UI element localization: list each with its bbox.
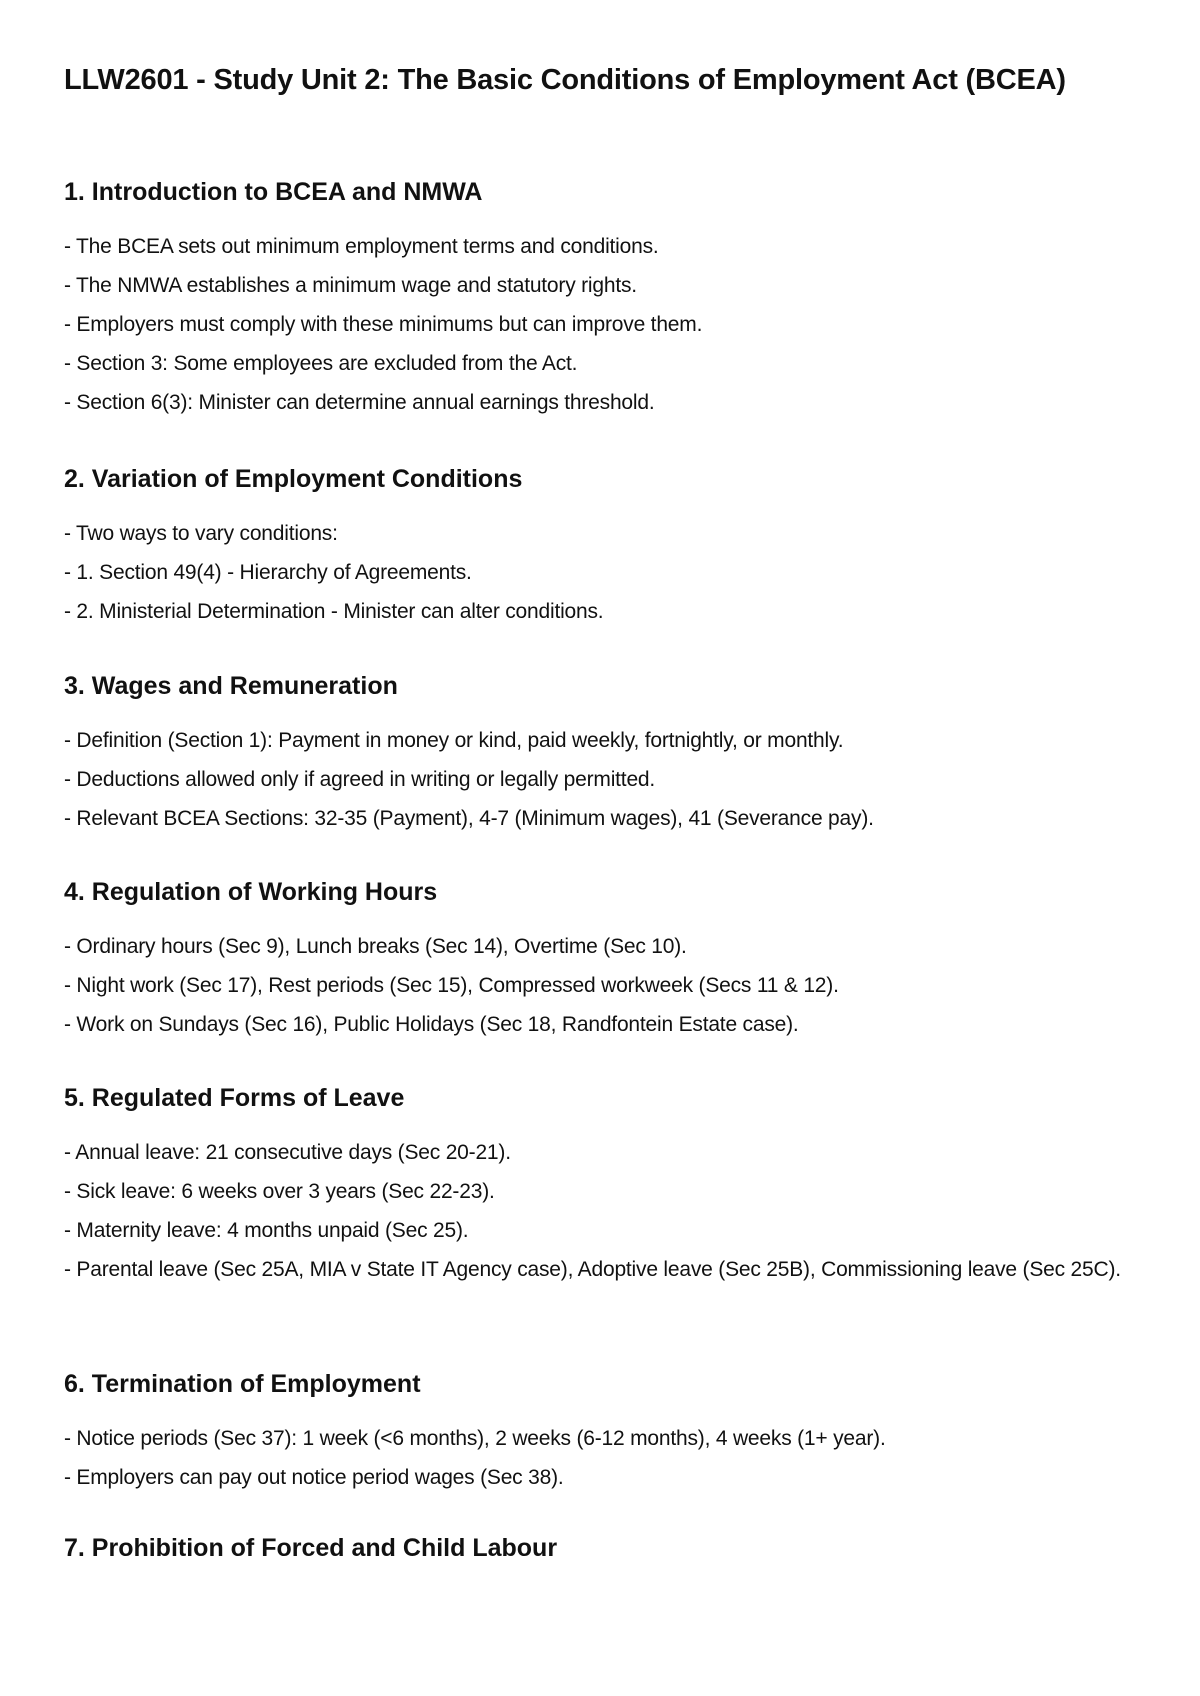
section-wages: [64, 669, 1174, 838]
section-heading: 1. Introduction to BCEA and NMWA: [64, 178, 483, 206]
bullet-line: - Deductions allowed only if agreed in writing or legally permitted.: [64, 768, 656, 791]
bullet-line: - Employers can pay out notice period wages (Sec 38).: [64, 1466, 564, 1489]
bullet-line: - Parental leave (Sec 25A, MIA v State IT Agency case), Adoptive leave (Sec 25B), Commissioning leave (Sec 25C).: [64, 1258, 1121, 1281]
bullet-line: - Employers must comply with these minimums but can improve them.: [64, 313, 703, 336]
document-title: LLW2601 - Study Unit 2: The Basic Conditions of Employment Act (BCEA): [64, 64, 1066, 96]
section-working-hours: [64, 875, 1174, 1044]
section-heading: 2. Variation of Employment Conditions: [64, 465, 523, 493]
bullet-line: - The NMWA establishes a minimum wage and statutory rights.: [64, 274, 637, 297]
bullet-line: - The BCEA sets out minimum employment terms and conditions.: [64, 235, 659, 258]
bullet-line: - Maternity leave: 4 months unpaid (Sec 25).: [64, 1219, 469, 1242]
section-forced-child-labour: [64, 1531, 1174, 1583]
section-heading: 7. Prohibition of Forced and Child Labour: [64, 1534, 558, 1562]
bullet-line: - 2. Ministerial Determination - Minister can alter conditions.: [64, 600, 604, 623]
bullet-line: - Annual leave: 21 consecutive days (Sec 20-21).: [64, 1141, 511, 1164]
section-introduction: [64, 175, 1174, 422]
bullet-line: - Definition (Section 1): Payment in money or kind, paid weekly, fortnightly, or monthly.: [64, 729, 844, 752]
bullet-line: - Section 3: Some employees are excluded from the Act.: [64, 352, 578, 375]
section-heading: 6. Termination of Employment: [64, 1370, 421, 1398]
bullet-line: - Relevant BCEA Sections: 32-35 (Payment), 4-7 (Minimum wages), 41 (Severance pay).: [64, 807, 874, 830]
section-leave: [64, 1081, 1174, 1289]
bullet-line: - Night work (Sec 17), Rest periods (Sec 15), Compressed workweek (Secs 11 & 12).: [64, 974, 839, 997]
bullet-line: - 1. Section 49(4) - Hierarchy of Agreements.: [64, 561, 472, 584]
section-heading: 4. Regulation of Working Hours: [64, 878, 438, 906]
bullet-line: - Section 6(3): Minister can determine annual earnings threshold.: [64, 391, 655, 414]
section-heading: 5. Regulated Forms of Leave: [64, 1084, 405, 1112]
bullet-line: - Two ways to vary conditions:: [64, 522, 338, 545]
section-variation: [64, 462, 1174, 631]
section-termination: [64, 1367, 1174, 1497]
bullet-line: - Ordinary hours (Sec 9), Lunch breaks (Sec 14), Overtime (Sec 10).: [64, 935, 687, 958]
section-heading: 3. Wages and Remuneration: [64, 672, 398, 700]
bullet-line: - Sick leave: 6 weeks over 3 years (Sec 22-23).: [64, 1180, 495, 1203]
bullet-line: - Work on Sundays (Sec 16), Public Holidays (Sec 18, Randfontein Estate case).: [64, 1013, 799, 1036]
bullet-line: - Notice periods (Sec 37): 1 week (<6 months), 2 weeks (6-12 months), 4 weeks (1+ year).: [64, 1427, 886, 1450]
